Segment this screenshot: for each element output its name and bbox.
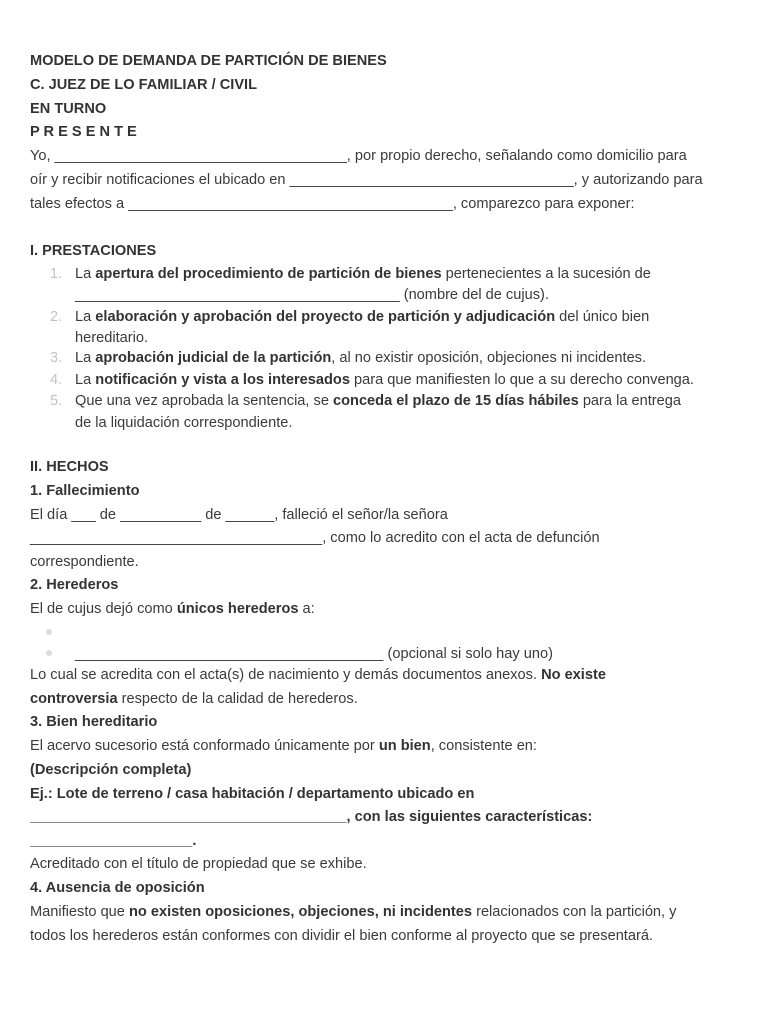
hecho-4-line-2: todos los herederos están conformes con dividir el bien conforme al proyecto que se presentará.	[30, 928, 654, 944]
hecho-2-line-2: Lo cual se acredita con el acta(s) de nacimiento y demás documentos anexos. No existe	[30, 667, 606, 683]
intro-line-3: tales efectos a ________________________________________, comparezco para exponer:	[30, 196, 635, 212]
prestaciones-heading: I. PRESTACIONES	[30, 243, 157, 259]
prestacion-item-4: La notificación y vista a los interesados para que manifiesten lo que a su derecho convenga.	[75, 372, 694, 388]
hechos-heading: II. HECHOS	[30, 459, 109, 475]
addressee: C. JUEZ DE LO FAMILIAR / CIVIL	[30, 77, 258, 93]
list-number: 3.	[50, 350, 63, 366]
turn-line: EN TURNO	[30, 101, 107, 117]
bullet-dot	[46, 629, 52, 635]
hecho-4-title: 4. Ausencia de oposición	[30, 880, 205, 896]
hecho-1-title: 1. Fallecimiento	[30, 483, 140, 499]
prestacion-item-2: La elaboración y aprobación del proyecto de partición y adjudicación del único bien	[75, 309, 650, 325]
list-number: 4.	[50, 372, 63, 388]
hecho-4-line-1: Manifiesto que no existen oposiciones, objeciones, ni incidentes relacionados con la partición, y	[30, 904, 677, 920]
hecho-3-line-4: _______________________________________, con las siguientes características:	[30, 809, 593, 825]
heir-bullet-2: ______________________________________ (opcional si solo hay uno)	[75, 646, 553, 662]
bullet-dot	[46, 650, 52, 656]
hecho-1-line-1: El día ___ de __________ de ______, falleció el señor/la señora	[30, 507, 448, 523]
list-number: 2.	[50, 309, 63, 325]
intro-line-2: oír y recibir notificaciones el ubicado en ___________________________________, y autorizando para	[30, 172, 703, 188]
hecho-3-line-3: Ej.: Lote de terreno / casa habitación / departamento ubicado en	[30, 786, 475, 802]
list-number: 5.	[50, 393, 63, 409]
document-title: MODELO DE DEMANDA DE PARTICIÓN DE BIENES	[30, 53, 387, 69]
prestacion-item-3: La aprobación judicial de la partición, al no existir oposición, objeciones ni incidentes.	[75, 350, 647, 366]
list-number: 1.	[50, 266, 63, 282]
hecho-3-line-5: ____________________.	[30, 833, 197, 849]
prestacion-item-5: Que una vez aprobada la sentencia, se conceda el plazo de 15 días hábiles para la entrega	[75, 393, 681, 409]
intro-line-1: Yo, ____________________________________, por propio derecho, señalando como domicilio para	[30, 148, 687, 164]
prestacion-item-5-cont: de la liquidación correspondiente.	[75, 415, 293, 431]
hecho-2-line-1: El de cujus dejó como únicos herederos a:	[30, 601, 315, 617]
hecho-3-line-6: Acreditado con el título de propiedad que se exhibe.	[30, 856, 367, 872]
hecho-3-line-1: El acervo sucesorio está conformado únicamente por un bien, consistente en:	[30, 738, 537, 754]
prestacion-item-2-cont: hereditario.	[75, 330, 149, 346]
prestacion-item-1-cont: ________________________________________ (nombre del de cujus).	[75, 287, 549, 303]
hecho-2-title: 2. Herederos	[30, 577, 119, 593]
hecho-3-line-2: (Descripción completa)	[30, 762, 192, 778]
prestacion-item-1: La apertura del procedimiento de partición de bienes pertenecientes a la sucesión de	[75, 266, 651, 282]
hecho-1-line-2: ____________________________________, como lo acredito con el acta de defunción	[30, 530, 600, 546]
hecho-2-line-3: controversia respecto de la calidad de herederos.	[30, 691, 358, 707]
hecho-3-title: 3. Bien hereditario	[30, 714, 158, 730]
present-line: P R E S E N T E	[30, 124, 137, 140]
hecho-1-line-3: correspondiente.	[30, 554, 139, 570]
